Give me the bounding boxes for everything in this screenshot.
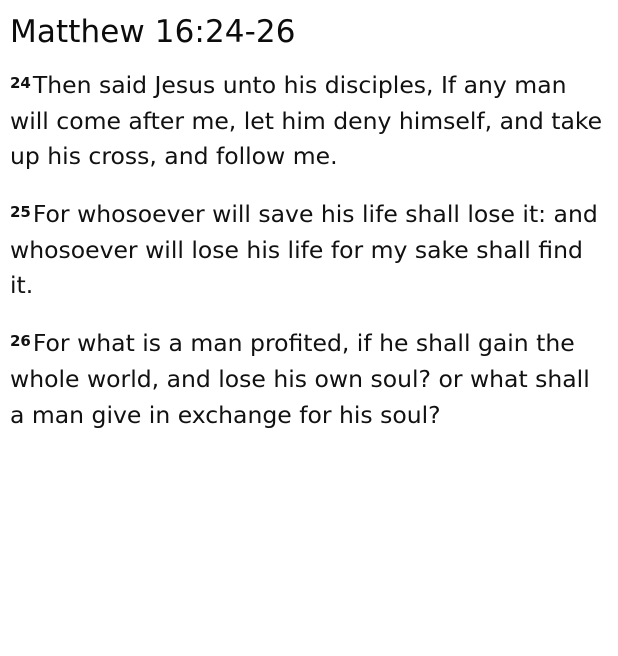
verse-text: For what is a man profited, if he shall gain the whole world, and lose his own soul? or what shall a man give in exchange for his soul? — [10, 329, 590, 429]
verse-block — [10, 68, 604, 175]
page-title: Matthew 16:24-26 — [10, 14, 296, 50]
verse-block — [10, 197, 604, 304]
verse-number: 24 — [10, 73, 31, 92]
verse-number: 25 — [10, 202, 31, 221]
verse-text: For whosoever will save his life shall lose it: and whosoever will lose his life for my sake shall find it. — [10, 199, 598, 300]
verse-block — [10, 326, 604, 433]
verse-number: 26 — [10, 332, 31, 351]
verse-text: Then said Jesus unto his disciples, If any man will come after me, let him deny himself, and take up his cross, and follow me. — [10, 70, 603, 171]
